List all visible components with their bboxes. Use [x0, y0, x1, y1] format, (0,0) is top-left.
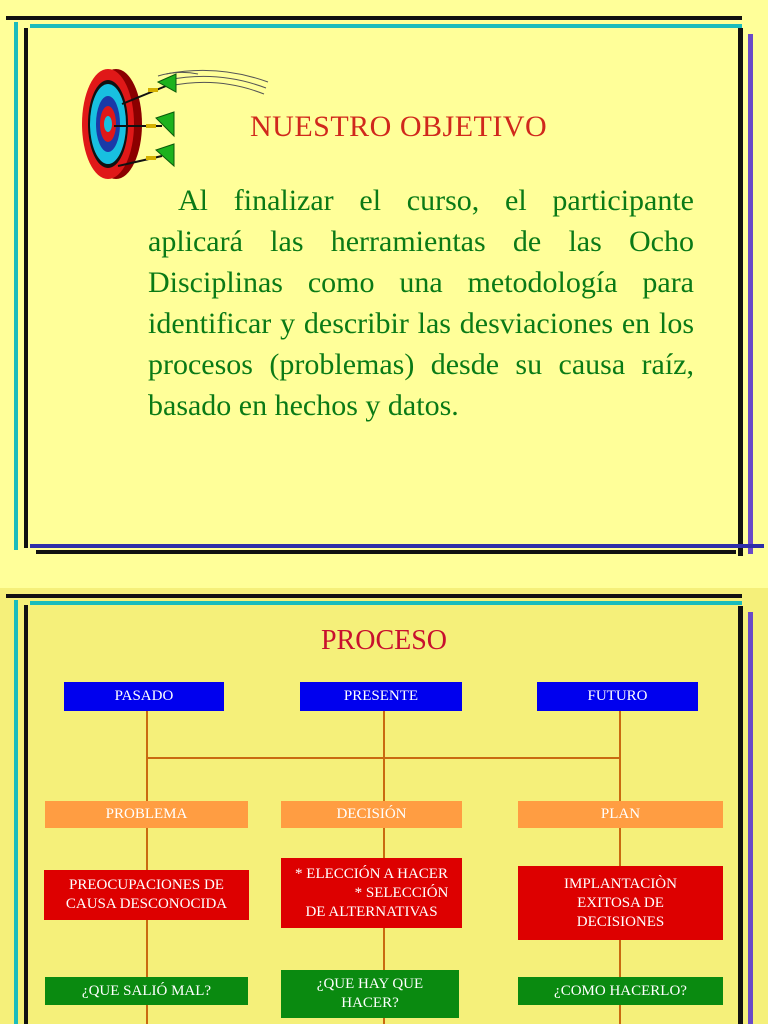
question-box-salio-mal: ¿QUE SALIÓ MAL? — [45, 977, 248, 1005]
frame2-top-bar — [6, 594, 742, 598]
frame-right-bar — [738, 28, 743, 556]
frame-bottom-bar-dark — [36, 550, 736, 554]
frame-left-bar-dark — [24, 28, 28, 548]
frame2-right-bar-accent — [748, 612, 753, 1024]
stage-box-decision: DECISIÓN — [281, 801, 462, 828]
stage-box-problema: PROBLEMA — [45, 801, 248, 828]
frame-top-bar-accent — [30, 24, 742, 28]
frame-left-bar — [14, 22, 18, 550]
stage-box-plan: PLAN — [518, 801, 723, 828]
time-box-futuro: FUTURO — [537, 682, 698, 711]
detail-line-alternativas: DE ALTERNATIVAS — [305, 903, 438, 920]
detail-box-causa: PREOCUPACIONES DE CAUSA DESCONOCIDA — [44, 870, 249, 920]
detail-line-eleccion: * ELECCIÓN A HACER — [295, 865, 448, 882]
time-box-pasado: PASADO — [64, 682, 224, 711]
frame2-left-bar — [14, 600, 18, 1024]
connector-horizontal — [146, 757, 621, 759]
frame-right-bar-accent — [748, 34, 753, 554]
detail-box-alternativas — [281, 858, 462, 928]
frame-bottom-bar — [30, 544, 764, 548]
frame-top-bar — [6, 16, 742, 20]
objective-paragraph — [148, 180, 694, 426]
slide-title: NUESTRO OBJETIVO — [250, 110, 548, 143]
detail-box-implantacion: IMPLANTACIÒN EXITOSA DE DECISIONES — [518, 866, 723, 940]
objective-text: Al finalizar el curso, el participante aplicará las herramientas de las Ocho Disciplinas como una metodología para identificar y describir las desviaciones en los procesos (problemas) desde su causa raíz, basado en hechos y datos. — [148, 184, 694, 422]
frame2-right-bar — [738, 606, 743, 1024]
frame2-top-bar-accent — [30, 601, 742, 605]
question-box-como-hacerlo: ¿COMO HACERLO? — [518, 977, 723, 1005]
dart-target-icon — [58, 62, 274, 186]
process-title: PROCESO — [320, 625, 448, 656]
detail-line-seleccion: * SELECCIÓN — [354, 884, 449, 901]
frame2-left-bar-dark — [24, 605, 28, 1024]
time-box-presente: PRESENTE — [300, 682, 462, 711]
question-box-hay-que-hacer: ¿QUE HAY QUE HACER? — [281, 970, 459, 1018]
